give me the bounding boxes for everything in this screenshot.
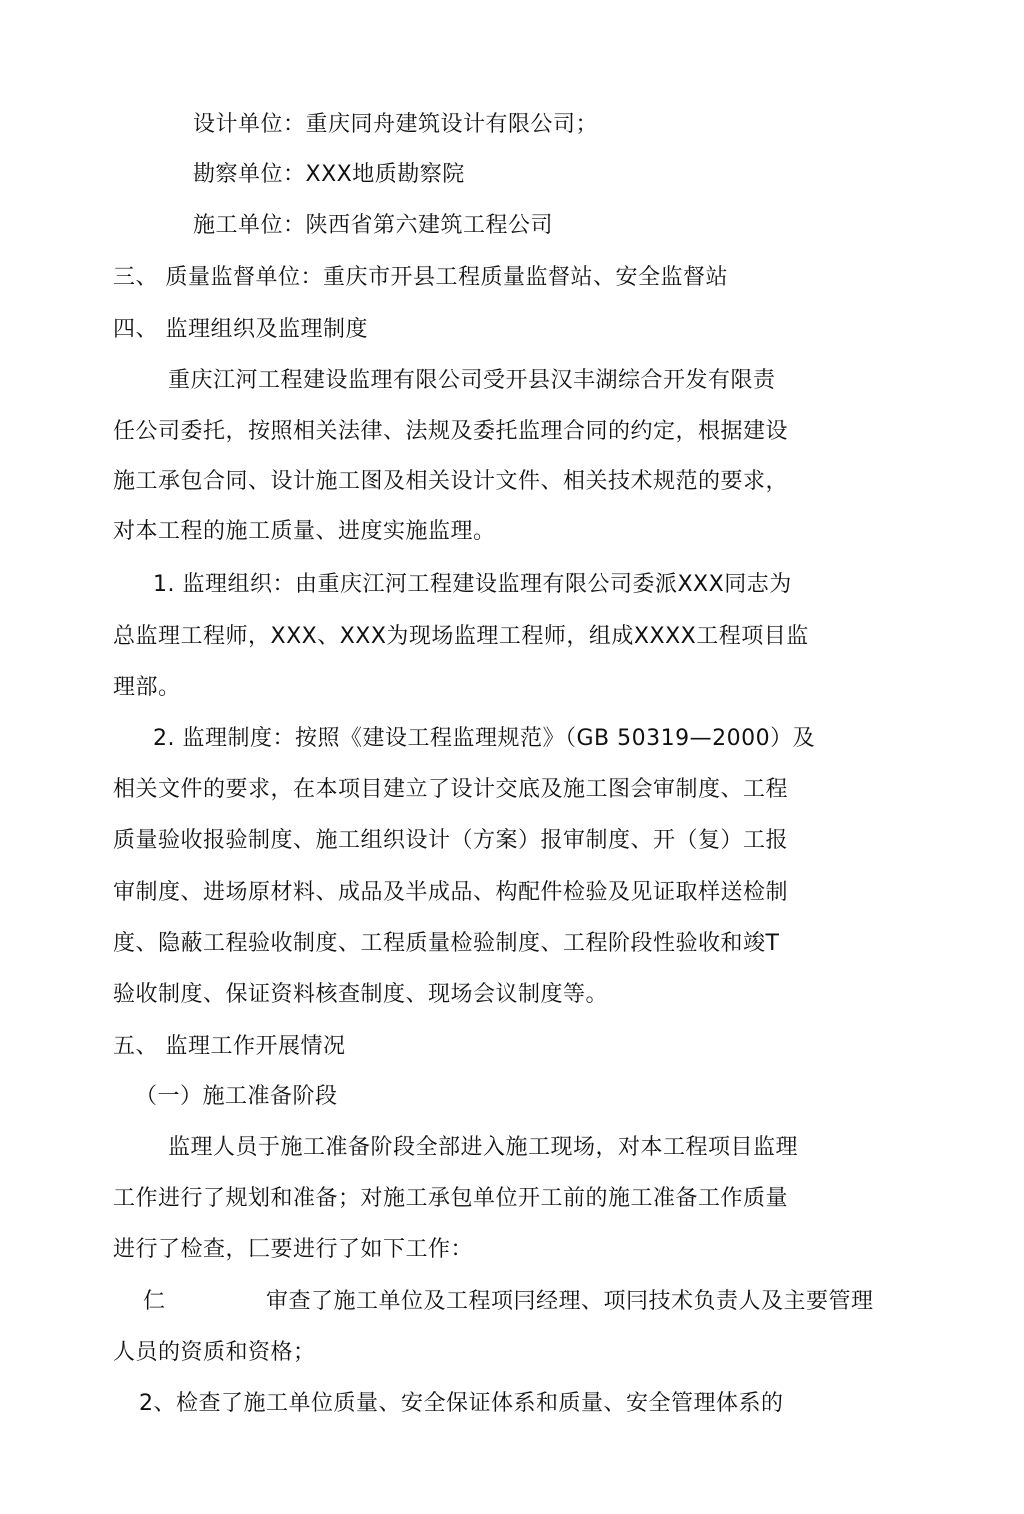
construction-unit-line: 施工单位：陕西省第六建筑工程公司 bbox=[193, 213, 554, 238]
paragraph-line: 总监理工程师，XXX、XXX为现场监理工程师，组成XXXX工程项目监 bbox=[113, 624, 809, 649]
paragraph-line: 施工承包合同、设计施工图及相关设计文件、相关技术规范的要求， bbox=[113, 469, 789, 494]
paragraph-line: 工作进行了规划和准备；对施工承包单位开工前的施工准备工作质量 bbox=[113, 1186, 789, 1211]
paragraph-line: 度、隐蔽工程验收制度、工程质量检验制度、工程阶段性验收和竣T bbox=[113, 931, 780, 956]
section-heading-4: 四、 监理组织及监理制度 bbox=[113, 317, 368, 342]
list-item-text: 审查了施工单位及工程项冃经理、项冃技术负责人及主要管理 bbox=[266, 1289, 874, 1314]
paragraph-line: 审制度、进场原材料、成品及半成品、构配件检验及见证取样送检制 bbox=[113, 880, 789, 905]
list-item-2: 2. 监理制度：按照《建设工程监理规范》（GB 50319—2000）及 bbox=[153, 726, 816, 751]
paragraph-line: 任公司委托，按照相关法律、法规及委托监理合同的约定，根据建设 bbox=[113, 419, 789, 444]
list-marker: 仁 bbox=[143, 1289, 166, 1314]
paragraph-line: 监理人员于施工准备阶段全部进入施工现场，对本工程项目监理 bbox=[168, 1135, 799, 1160]
paragraph-line: 对本工程的施工质量、进度实施监理。 bbox=[113, 519, 496, 544]
paragraph-line: 质量验收报验制度、施工组织设计（方案）报审制度、开（复）工报 bbox=[113, 828, 789, 853]
list-item-1: 1. 监理组织：由重庆江河工程建设监理有限公司委派XXX同志为 bbox=[153, 572, 792, 597]
paragraph-line: 人员的资质和资格； bbox=[113, 1340, 316, 1365]
paragraph-line: 相关文件的要求，在本项目建立了设计交底及施工图会审制度、工程 bbox=[113, 777, 789, 802]
paragraph-line: 进行了检查，匚要进行了如下工作： bbox=[113, 1237, 474, 1262]
paragraph-line: 验收制度、保证资料核查制度、现场会议制度等。 bbox=[113, 982, 609, 1007]
list-item-2-check: 2、检查了施工单位质量、安全保证体系和质量、安全管理体系的 bbox=[139, 1391, 784, 1416]
paragraph-line: 理部。 bbox=[113, 675, 181, 700]
survey-unit-line: 勘察单位：XXX地质勘察院 bbox=[193, 162, 465, 187]
section-heading-3: 三、 质量监督单位：重庆市开县工程质量监督站、安全监督站 bbox=[113, 265, 728, 290]
paragraph-line: 重庆江河工程建设监理有限公司受开县汉丰湖综合开发有限责 bbox=[168, 368, 776, 393]
design-unit-line: 设计单位：重庆同舟建筑设计有限公司； bbox=[193, 112, 599, 137]
section-heading-5: 五、 监理工作开展情况 bbox=[113, 1034, 346, 1059]
subsection-heading: （一）施工准备阶段 bbox=[135, 1084, 338, 1109]
